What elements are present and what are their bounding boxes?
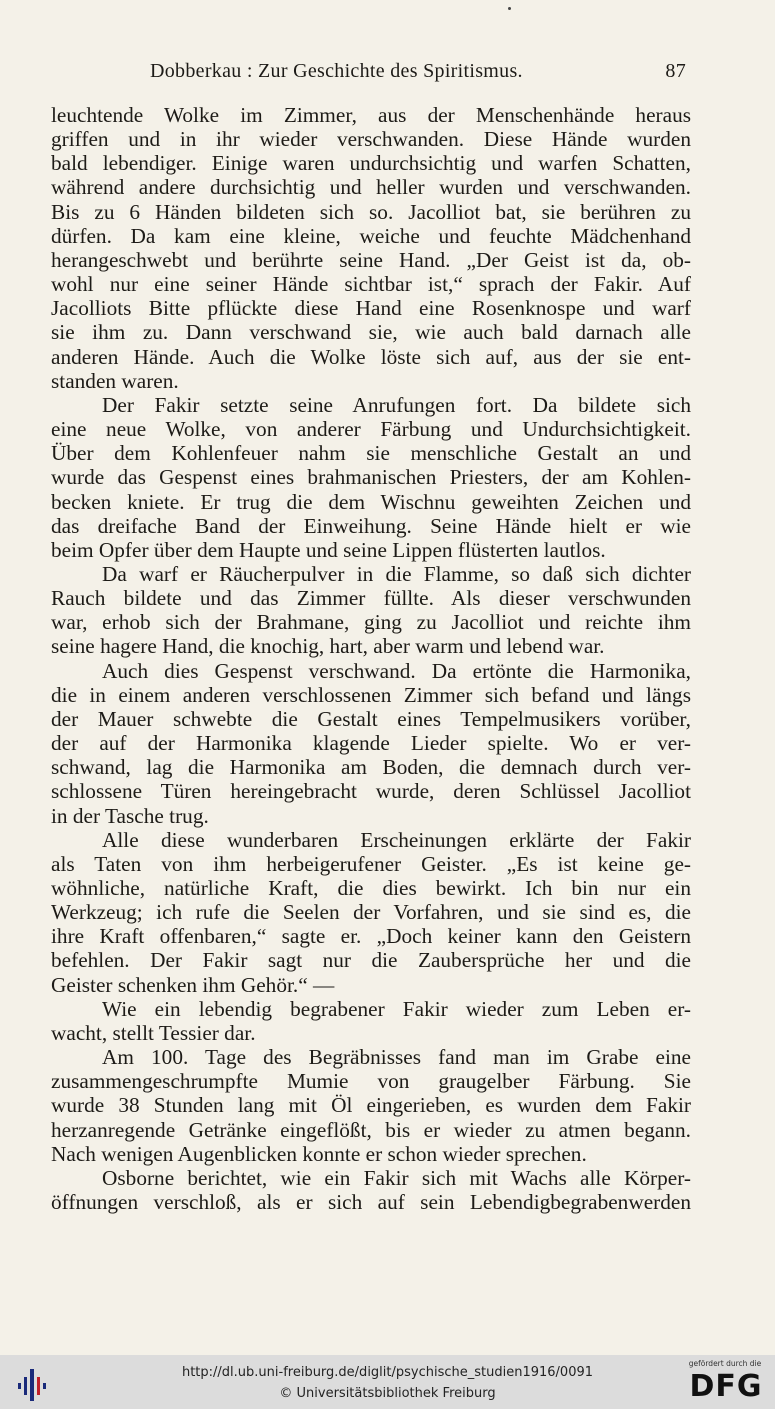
text-line: Jacolliots Bitte pflückte diese Hand eine Rosenknospe und warf [51, 296, 691, 321]
text-line: ihre Kraft offenbaren,“ sagte er. „Doch keiner kann den Geistern [51, 924, 691, 949]
page-number: 87 [665, 60, 686, 82]
copyright-notice: © Universitätsbibliothek Freiburg [279, 1386, 496, 1401]
text-line: befehlen. Der Fakir sagt nur die Zaubersprüche her und die [51, 948, 691, 973]
text-line: standen waren. [51, 368, 179, 393]
text-line: wurde das Gespenst eines brahmanischen Priesters, der am Kohlen- [51, 465, 691, 490]
text-line: herzanregende Getränke eingeflößt, bis er wieder zu atmen begann. [51, 1117, 691, 1142]
running-title: Dobberkau : Zur Geschichte des Spiritismus. [150, 60, 523, 82]
text-line: Bis zu 6 Händen bildeten sich so. Jacolliot bat, sie berühren zu [51, 199, 691, 224]
text-line: als Taten von ihm herbeigerufener Geister. „Es ist keine ge- [51, 851, 691, 876]
text-line: dürfen. Da kam eine kleine, weiche und feuchte Mädchenhand [51, 223, 691, 248]
text-line: Der Fakir setzte seine Anrufungen fort. Da bildete sich [102, 392, 691, 417]
text-line: schwand, lag die Harmonika am Boden, die demnach durch ver- [51, 755, 691, 780]
text-line: war, erhob sich der Brahmane, ging zu Jacolliot und reichte ihm [51, 610, 691, 635]
text-line: der auf der Harmonika klagende Lieder spielte. Wo er ver- [51, 731, 691, 756]
text-line: der Mauer schwebte die Gestalt eines Tempelmusikers vorüber, [51, 706, 691, 731]
text-line: seine hagere Hand, die knochig, hart, aber warm und lebend war. [51, 634, 605, 659]
text-line: Nach wenigen Augenblicken konnte er schon wieder sprechen. [51, 1141, 587, 1166]
text-line: Werkzeug; ich rufe die Seelen der Vorfahren, und sie sind es, die [51, 900, 691, 925]
running-header [150, 60, 686, 88]
text-line: Da warf er Räucherpulver in die Flamme, so daß sich dichter [102, 561, 691, 586]
dfg-caption: gefördert durch die [688, 1359, 762, 1368]
text-line: anderen Hände. Auch die Wolke löste sich auf, aus der sie ent- [51, 344, 691, 369]
body-text [51, 103, 691, 1214]
text-line: zusammengeschrumpfte Mumie von graugelber Färbung. Sie [51, 1069, 691, 1094]
text-line: sie ihm zu. Dann verschwand sie, wie auch bald darnach alle [51, 320, 691, 345]
text-line: Am 100. Tage des Begräbnisses fand man im Grabe eine [102, 1045, 691, 1070]
text-line: Geister schenken ihm Gehör.“ — [51, 972, 335, 997]
text-line: Alle diese wunderbaren Erscheinungen erklärte der Fakir [102, 827, 691, 852]
text-line: beim Opfer über dem Haupte und seine Lippen flüsterten lautlos. [51, 537, 606, 562]
scan-speck [508, 7, 511, 10]
source-url[interactable]: http://dl.ub.uni-freiburg.de/diglit/psychische_studien1916/0091 [181, 1365, 594, 1380]
text-line: leuchtende Wolke im Zimmer, aus der Menschenhände heraus [51, 103, 691, 127]
text-line: eine neue Wolke, von anderer Färbung und Undurchsichtigkeit. [51, 417, 691, 442]
text-line: Osborne berichtet, wie ein Fakir sich mit Wachs alle Körper- [102, 1165, 691, 1190]
text-line: schlossene Türen hereingebracht wurde, deren Schlüssel Jacolliot [51, 779, 691, 804]
text-line: herangeschwebt und berührte seine Hand. „Der Geist ist da, ob- [51, 247, 691, 272]
text-line: Wie ein lebendig begrabener Fakir wieder zum Leben er- [102, 996, 691, 1021]
text-line: in der Tasche trug. [51, 803, 209, 828]
text-line: öffnungen verschloß, als er sich auf sein Lebendigbegrabenwerden [51, 1190, 691, 1215]
text-line: wacht, stellt Tessier dar. [51, 1020, 256, 1045]
text-line: Über dem Kohlenfeuer nahm sie menschliche Gestalt an und [51, 441, 691, 466]
text-line: wöhnliche, natürliche Kraft, die dies bewirkt. Ich bin nur ein [51, 876, 691, 900]
dfg-logo-text: DFG [689, 1369, 763, 1404]
text-line: bald lebendiger. Einige waren undurchsichtig und warfen Schatten, [51, 151, 691, 176]
viewer-footer [0, 1355, 775, 1409]
dfg-logo[interactable] [682, 1359, 768, 1407]
text-line: becken kniete. Er trug die dem Wischnu geweihten Zeichen und [51, 489, 691, 514]
text-line: wurde 38 Stunden lang mit Öl eingerieben, es wurden dem Fakir [51, 1093, 691, 1118]
text-line: das dreifache Band der Einweihung. Seine Hände hielt er wie [51, 513, 691, 538]
text-line: Auch dies Gespenst verschwand. Da ertönte die Harmonika, [102, 658, 691, 683]
text-line: Rauch bildete und das Zimmer füllte. Als dieser verschwunden [51, 586, 691, 611]
text-line: wohl nur eine seiner Hände sichtbar ist,“ sprach der Fakir. Auf [51, 272, 691, 297]
text-line: während andere durchsichtig und heller wurden und verschwanden. [51, 175, 691, 200]
text-line: griffen und in ihr wieder verschwanden. Diese Hände wurden [51, 127, 691, 152]
text-line: die in einem anderen verschlossenen Zimmer sich befand und längs [51, 682, 691, 707]
